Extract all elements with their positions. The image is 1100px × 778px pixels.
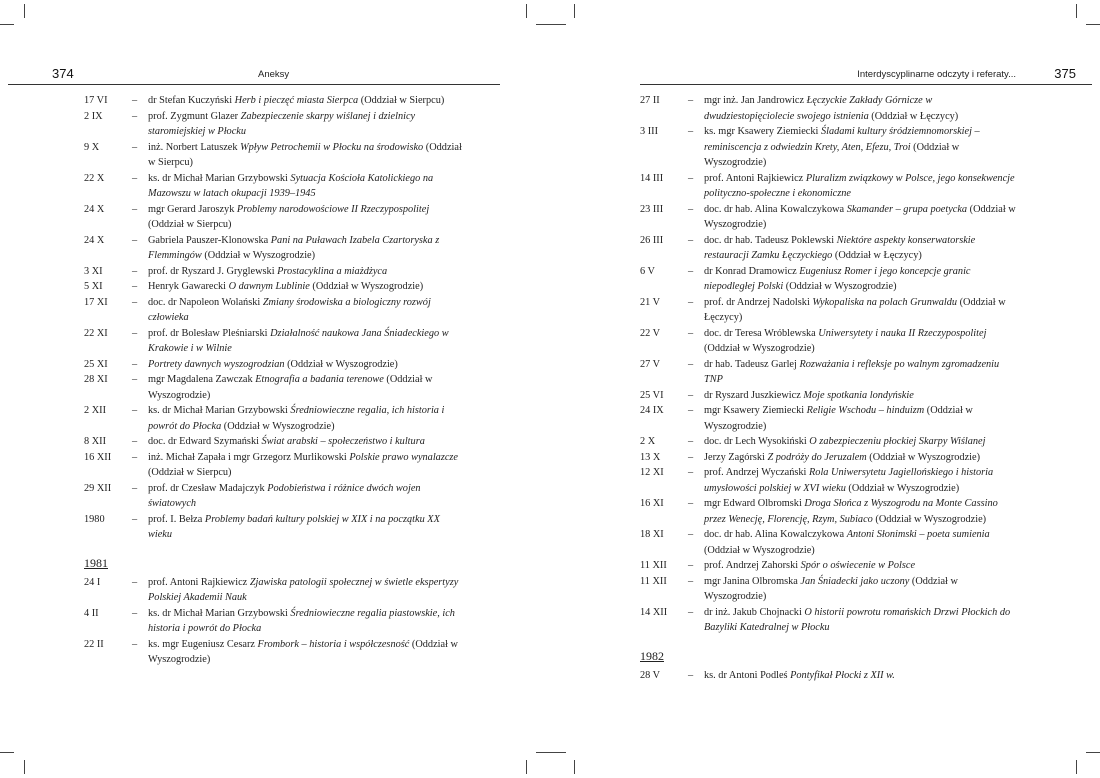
lecture-entry: [84, 93, 462, 109]
entry-text: [704, 465, 1020, 496]
branch-note: (Oddział w Wyszogrodzie): [704, 405, 973, 432]
lecture-title: Sytuacja Kościoła Katolickiego na Mazowszu w latach okupacji 1939–1945: [148, 172, 434, 199]
entry-date: 28 XI: [84, 374, 108, 385]
speaker: prof. Andrzej Zahorski: [704, 560, 801, 571]
lecture-title: Świat arabski – społeczeństwo i kultura: [261, 436, 425, 447]
speaker: ks. mgr Ksawery Ziemiecki: [704, 126, 821, 137]
entry-date: 11 XII: [640, 560, 667, 571]
lecture-entry: [84, 434, 462, 450]
entry-date: 3 XI: [84, 265, 103, 277]
speaker: prof. dr Czesław Madajczyk: [148, 482, 268, 494]
lecture-entry: [640, 171, 1020, 202]
entry-dash: –: [132, 296, 138, 308]
lecture-entry: [640, 450, 1020, 466]
lecture-title: Średniowieczne regalia, ich historia i powrót do Płocka: [148, 405, 445, 432]
entry-text: [704, 668, 1020, 684]
speaker: mgr inż. Jan Jandrowicz: [704, 95, 807, 106]
lecture-title: O dawnym Lublinie: [228, 281, 310, 292]
entry-text: [148, 233, 462, 264]
entry-dash: –: [688, 172, 694, 184]
entry-text: [148, 171, 462, 202]
speaker: Henryk Gawarecki: [148, 281, 229, 292]
lecture-entry: [640, 388, 1020, 404]
speaker: prof. Andrzej Wyczański: [704, 467, 809, 478]
speaker: prof. Antoni Rajkiewicz: [704, 172, 806, 184]
entry-date: 3 III: [640, 126, 659, 137]
lecture-title: Pluralizm związkowy w Polsce, jego konsekwencje polityczno-społeczne i ekonomiczne: [704, 172, 1015, 199]
entry-dash: –: [688, 126, 694, 137]
entry-date: 18 XI: [640, 529, 664, 540]
speaker: prof. dr Andrzej Nadolski: [704, 296, 813, 308]
entry-date: 27 V: [640, 358, 661, 370]
speaker: doc. dr Napoleon Wolański: [148, 296, 263, 308]
speaker: doc. dr hab. Alina Kowalczykowa: [704, 203, 847, 215]
speaker: mgr Magdalena Zawczak: [148, 374, 256, 385]
entry-dash: –: [688, 389, 694, 401]
speaker: mgr Ksawery Ziemiecki: [704, 405, 807, 416]
branch-note: (Oddział w Wyszogrodzie): [704, 141, 960, 168]
lecture-title: Etnografia a badania terenowe: [255, 374, 384, 385]
speaker: inż. Norbert Latuszek: [148, 141, 241, 153]
lecture-title: Herb i pieczęć miasta Sierpca: [234, 95, 359, 106]
entry-date: 28 V: [640, 669, 661, 681]
entry-date: 25 XI: [84, 358, 108, 370]
page-number: 375: [1054, 66, 1076, 81]
running-head: Aneksy: [258, 69, 290, 80]
lecture-entry: [84, 171, 462, 202]
lecture-title: Niektóre aspekty konserwatorskie restauracji Zamku Łęczyckiego: [704, 234, 976, 261]
entry-date: 27 II: [640, 95, 660, 106]
lecture-entry: [640, 434, 1020, 450]
lecture-title: Działalność naukowa Jana Śniadeckiego w Krakowie i w Wilnie: [148, 327, 449, 354]
entry-dash: –: [688, 606, 694, 618]
lecture-title: Zabezpieczenie skarpy wiślanej i dzielnicy staromiejskiej w Płocku: [148, 110, 416, 137]
lecture-title: Prostacyklina a miażdżyca: [277, 265, 388, 277]
branch-note: (Oddział w Sierpcu): [148, 141, 462, 168]
entry-text: [704, 124, 1020, 171]
entry-date: 6 V: [640, 265, 655, 277]
entry-dash: –: [132, 141, 138, 153]
lecture-title: Religie Wschodu – hinduizm: [806, 405, 925, 416]
entry-date: 22 XI: [84, 327, 108, 339]
speaker: doc. dr Edward Szymański: [148, 436, 262, 447]
entry-date: 12 XI: [640, 467, 664, 478]
lecture-entry: [84, 295, 462, 326]
lecture-title: Moje spotkania londyńskie: [803, 389, 914, 401]
entry-text: [704, 326, 1020, 357]
lecture-title: Śladami kultury śródziemnomorskiej – reminiscencja z odwiedzin Krety, Aten, Efezu, Troi: [704, 126, 980, 153]
entry-list: [640, 93, 1020, 683]
branch-note: (Oddział w Wyszogrodzie): [866, 451, 981, 463]
lecture-title: Z podróży do Jeruzalem: [767, 451, 867, 463]
year-heading: 1981: [84, 555, 108, 570]
speaker: mgr Edward Olbromski: [704, 498, 805, 509]
speaker: ks. mgr Eugeniusz Cesarz: [148, 638, 258, 650]
branch-note: (Oddział w Wyszogrodzie): [704, 343, 815, 354]
page-number: 374: [52, 66, 74, 81]
lecture-title: Łęczyckie Zakłady Górnicze w dwudziestopięciolecie swojego istnienia: [704, 95, 933, 122]
page-header: [8, 66, 500, 85]
entry-dash: –: [688, 405, 694, 416]
entry-dash: –: [132, 172, 138, 184]
speaker: mgr Janina Olbromska: [704, 575, 801, 587]
entry-text: [148, 606, 462, 637]
entry-text: [148, 637, 462, 668]
lecture-title: Problemy badań kultury polskiej w XIX i na początku XX wieku: [148, 513, 440, 540]
entry-date: 1980: [84, 513, 105, 525]
speaker: doc. dr hab. Alina Kowalczykowa: [704, 529, 847, 540]
entries-block: [640, 93, 1020, 636]
speaker: prof. Antoni Rajkiewicz: [148, 576, 250, 588]
speaker: prof. dr Bolesław Pleśniarski: [148, 327, 271, 339]
lecture-title: Rozważania i refleksje po walnym zgromadzeniu TNP: [704, 358, 1000, 385]
lecture-entry: [640, 403, 1020, 434]
lecture-entry: [84, 264, 462, 280]
entry-date: 2 IX: [84, 110, 103, 122]
branch-note: (Oddział w Wyszogrodzie): [704, 203, 1016, 230]
lecture-entry: [640, 124, 1020, 171]
entry-text: [704, 450, 1020, 466]
entry-date: 24 I: [84, 576, 101, 588]
entry-text: [704, 558, 1020, 574]
lecture-title: Zjawiska patologii społecznej w świetle ekspertyzy Polskiej Akademii Nauk: [148, 576, 459, 603]
lecture-entry: [84, 575, 462, 606]
entry-dash: –: [688, 467, 694, 478]
lecture-title: Antoni Słonimski – poeta sumienia: [846, 529, 990, 540]
entry-dash: –: [132, 95, 138, 106]
lecture-entry: [640, 558, 1020, 574]
entry-text: [704, 527, 1020, 558]
entry-dash: –: [132, 374, 138, 385]
entry-dash: –: [132, 405, 138, 416]
entry-text: [148, 326, 462, 357]
lecture-entry: [84, 606, 462, 637]
speaker: prof. dr Ryszard J. Gryglewski: [148, 265, 278, 277]
lecture-entry: [640, 264, 1020, 295]
lecture-title: O historii powrotu romańskich Drzwi Płockich do Bazyliki Katedralnej w Płocku: [704, 606, 1011, 633]
entry-text: [704, 403, 1020, 434]
speaker: prof. I. Bełza: [148, 513, 205, 525]
lecture-entry: [640, 357, 1020, 388]
branch-note: (Oddział w Wyszogrodzie): [284, 358, 398, 370]
entry-text: [148, 434, 462, 450]
speaker: Jerzy Zagórski: [704, 451, 768, 463]
entry-date: 5 XI: [84, 281, 103, 292]
lecture-title: Zmiany środowiska a biologiczny rozwój człowieka: [148, 296, 431, 323]
entry-text: [704, 202, 1020, 233]
lecture-entry: [84, 109, 462, 140]
entry-text: [148, 575, 462, 606]
entry-dash: –: [688, 95, 694, 106]
branch-note: (Oddział w Sierpcu): [148, 467, 232, 478]
entry-dash: –: [132, 358, 138, 370]
entries-block: [640, 668, 1020, 684]
speaker: ks. dr Michał Marian Grzybowski: [148, 405, 291, 416]
entry-date: 24 X: [84, 203, 105, 215]
entry-text: [704, 171, 1020, 202]
lecture-title: Droga Słońca z Wyszogrodu na Monte Cassino przez Wenecję, Florencję, Rzym, Subiaco: [704, 498, 998, 525]
entry-text: [704, 496, 1020, 527]
lecture-title: Problemy narodowościowe II Rzeczypospolitej: [236, 203, 430, 215]
lecture-entry: [84, 481, 462, 512]
branch-note: (Oddział w Łęczycy): [832, 250, 922, 261]
entry-dash: –: [132, 638, 138, 650]
entry-dash: –: [688, 234, 694, 246]
entry-date: 25 VI: [640, 389, 664, 401]
lecture-title: Spór o oświecenie w Polsce: [800, 560, 916, 571]
entry-date: 22 II: [84, 638, 104, 650]
branch-note: (Oddział w Wyszogrodzie): [872, 513, 987, 525]
entry-text: [148, 279, 462, 295]
lecture-entry: [84, 202, 462, 233]
entry-dash: –: [132, 110, 138, 122]
speaker: dr Ryszard Juszkiewicz: [704, 389, 804, 401]
entry-date: 16 XII: [84, 451, 112, 463]
speaker: dr Stefan Kuczyński: [148, 95, 235, 106]
entry-dash: –: [132, 327, 138, 339]
branch-note: (Oddział w Wyszogrodzie): [201, 250, 316, 261]
lecture-title: Polskie prawo wynalazcze: [349, 451, 458, 463]
lecture-entry: [84, 403, 462, 434]
entry-text: [148, 295, 462, 326]
speaker: doc. dr Lech Wysokiński: [704, 436, 810, 447]
entry-date: 22 V: [640, 327, 661, 339]
lecture-entry: [640, 605, 1020, 636]
entry-date: 21 V: [640, 296, 661, 308]
lecture-title: Rola Uniwersytetu Jagiellońskiego i historia umysłowości polskiej w XVI wieku: [704, 467, 994, 494]
lecture-entry: [640, 295, 1020, 326]
lecture-title: Eugeniusz Romer i jego koncepcje granic niepodległej Polski: [704, 265, 971, 292]
entry-text: [704, 264, 1020, 295]
entry-dash: –: [132, 203, 138, 215]
lecture-entry: [84, 637, 462, 668]
entry-date: 16 XI: [640, 498, 664, 509]
lecture-title: Portrety dawnych wyszogrodzian: [148, 358, 285, 370]
speaker: ks. dr Antoni Podleś: [704, 669, 791, 681]
entry-date: 14 III: [640, 172, 664, 184]
entry-date: 4 II: [84, 607, 99, 619]
speaker: mgr Gerard Jaroszyk: [148, 203, 237, 215]
entry-text: [148, 202, 462, 233]
lecture-entry: [640, 465, 1020, 496]
lecture-title: Frombork – historia i współczesność: [257, 638, 410, 650]
entry-text: [704, 388, 1020, 404]
entry-text: [148, 450, 462, 481]
branch-note: (Oddział w Wyszogrodzie): [148, 638, 458, 665]
entry-dash: –: [688, 451, 694, 463]
entry-dash: –: [132, 513, 138, 525]
entry-dash: –: [688, 203, 694, 215]
entry-text: [704, 434, 1020, 450]
branch-note: (Oddział w Wyszogrodzie): [783, 281, 897, 292]
lecture-title: Wykopaliska na polach Grunwaldu: [812, 296, 958, 308]
speaker: prof. Zygmunt Glazer: [148, 110, 241, 122]
entry-date: 11 XII: [640, 575, 667, 587]
entry-date: 2 X: [640, 436, 656, 447]
entry-date: 22 X: [84, 172, 105, 184]
speaker: doc. dr Teresa Wróblewska: [704, 327, 819, 339]
speaker: inż. Michał Zapała i mgr Grzegorz Murlikowski: [148, 451, 350, 463]
branch-note: (Oddział w Sierpcu): [148, 219, 232, 230]
speaker: Gabriela Pauszer-Klonowska: [148, 234, 271, 246]
entry-text: [704, 605, 1020, 636]
entry-dash: –: [688, 560, 694, 571]
speaker: dr Konrad Dramowicz: [704, 265, 800, 277]
entry-text: [148, 264, 462, 280]
branch-note: (Oddział w Łęczycy): [704, 296, 1006, 323]
lecture-entry: [84, 279, 462, 295]
year-heading: 1982: [640, 648, 664, 663]
lecture-entry: [84, 372, 462, 403]
lecture-entry: [84, 357, 462, 373]
lecture-entry: [84, 512, 462, 543]
entry-date: 24 IX: [640, 405, 664, 416]
branch-note: (Oddział w Wyszogrodzie): [148, 374, 433, 401]
entry-text: [148, 481, 462, 512]
lecture-title: Pani na Puławach Izabela Czartoryska z Flemmingów: [148, 234, 440, 261]
entry-text: [704, 357, 1020, 388]
entry-text: [704, 233, 1020, 264]
lecture-title: Skamander – grupa poetycka: [846, 203, 968, 215]
branch-note: (Oddział w Sierpcu): [358, 95, 445, 106]
entry-dash: –: [132, 265, 138, 277]
branch-note: (Oddział w Łęczycy): [868, 110, 959, 122]
entry-dash: –: [688, 529, 694, 540]
lecture-title: O zabezpieczeniu płockiej Skarpy Wiślanej: [809, 436, 986, 447]
entry-dash: –: [132, 576, 138, 588]
branch-note: (Oddział w Wyszogrodzie): [309, 281, 424, 292]
speaker: ks. dr Michał Marian Grzybowski: [148, 607, 291, 619]
lecture-title: Uniwersytety i nauka II Rzeczypospolitej: [818, 327, 987, 339]
entry-date: 13 X: [640, 451, 661, 463]
entry-dash: –: [688, 436, 694, 447]
running-head: Interdyscyplinarne odczyty i referaty...: [857, 69, 1016, 80]
branch-note: (Oddział w Wyszogrodzie): [704, 575, 958, 602]
entry-date: 26 III: [640, 234, 664, 246]
entry-date: 29 XII: [84, 482, 112, 494]
entry-text: [148, 512, 462, 543]
branch-note: (Oddział w Wyszogrodzie): [221, 420, 335, 432]
entry-date: 8 XII: [84, 436, 107, 447]
entry-dash: –: [688, 575, 694, 587]
lecture-entry: [640, 93, 1020, 124]
branch-note: (Oddział w Wyszogrodzie): [704, 544, 815, 556]
entry-dash: –: [132, 281, 138, 292]
entry-dash: –: [132, 234, 138, 246]
lecture-entry: [640, 202, 1020, 233]
lecture-entry: [640, 668, 1020, 684]
lecture-title: Jan Śniadecki jako uczony: [800, 575, 910, 587]
entry-dash: –: [688, 327, 694, 339]
lecture-title: Podobieństwa i różnice dwóch wojen światowych: [148, 482, 421, 509]
entry-date: 2 XII: [84, 405, 107, 416]
page-header: [640, 66, 1092, 85]
entry-dash: –: [688, 265, 694, 277]
lecture-title: Pontyfikał Płocki z XII w.: [790, 669, 895, 681]
entry-dash: –: [132, 451, 138, 463]
entry-dash: –: [132, 482, 138, 494]
entry-dash: –: [132, 436, 138, 447]
entry-dash: –: [132, 607, 138, 619]
entry-date: 24 X: [84, 234, 105, 246]
lecture-entry: [84, 233, 462, 264]
entry-dash: –: [688, 296, 694, 308]
entries-block: [84, 575, 462, 668]
entry-text: [148, 109, 462, 140]
entry-text: [704, 295, 1020, 326]
entries-block: [84, 93, 462, 543]
branch-note: (Oddział w Wyszogrodzie): [845, 482, 960, 494]
entry-text: [704, 574, 1020, 605]
entry-date: 14 XII: [640, 606, 668, 618]
entry-text: [148, 372, 462, 403]
speaker: ks. dr Michał Marian Grzybowski: [148, 172, 291, 184]
entry-date: 17 XI: [84, 296, 108, 308]
lecture-entry: [84, 140, 462, 171]
lecture-entry: [640, 574, 1020, 605]
entry-dash: –: [688, 498, 694, 509]
right-page: [550, 0, 1100, 778]
lecture-entry: [640, 527, 1020, 558]
speaker: doc. dr hab. Tadeusz Poklewski: [704, 234, 837, 246]
entry-text: [148, 140, 462, 171]
entry-date: 9 X: [84, 141, 100, 153]
entry-list: [84, 93, 462, 668]
entry-date: 17 VI: [84, 95, 108, 106]
entry-text: [148, 403, 462, 434]
speaker: dr hab. Tadeusz Garlej: [704, 358, 800, 370]
lecture-title: Wpływ Petrochemii w Płocku na środowisko: [240, 141, 424, 153]
entry-date: 23 III: [640, 203, 664, 215]
lecture-entry: [84, 450, 462, 481]
entry-dash: –: [688, 669, 694, 681]
lecture-entry: [640, 496, 1020, 527]
lecture-entry: [640, 326, 1020, 357]
entry-text: [148, 357, 462, 373]
entry-text: [704, 93, 1020, 124]
lecture-title: Średniowieczne regalia piastowskie, ich historia i powrót do Płocka: [148, 607, 455, 634]
lecture-entry: [640, 233, 1020, 264]
speaker: dr inż. Jakub Chojnacki: [704, 606, 805, 618]
lecture-entry: [84, 326, 462, 357]
entry-text: [148, 93, 462, 109]
entry-dash: –: [688, 358, 694, 370]
